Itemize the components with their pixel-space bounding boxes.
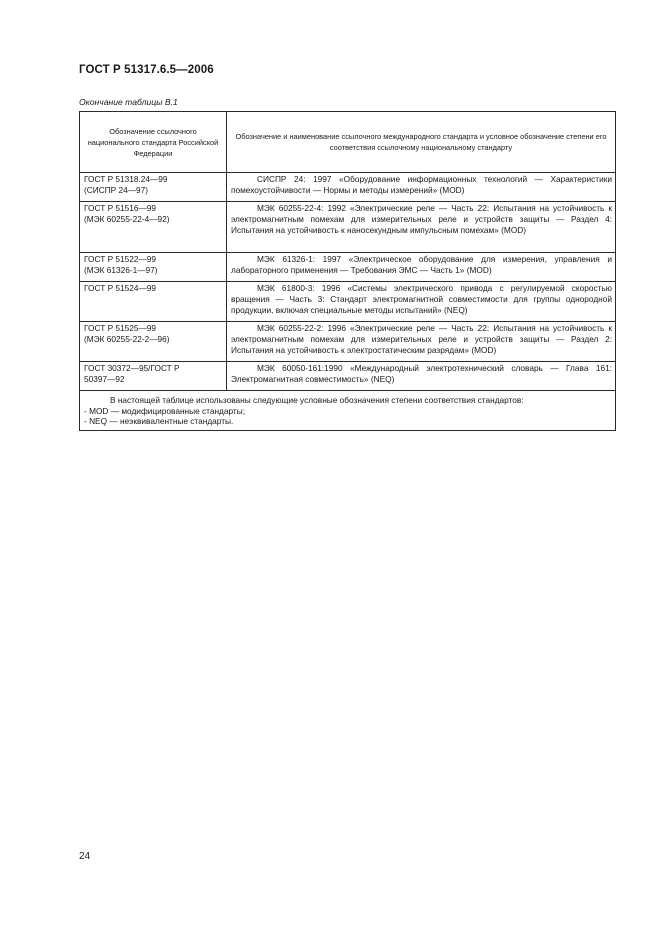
national-standard-cell: ГОСТ 30372—95/ГОСТ Р 50397—92	[80, 362, 227, 391]
table-row	[80, 362, 616, 391]
international-standard-cell: МЭК 60255-22-4: 1992 «Электрические реле — Часть 22: Испытания на устойчивость к электромагнитным помехам для измерительных реле и устройств защиты — Раздел 4: Испытания на устойчивость к наносекундным импульсным помехам» (MOD)	[227, 202, 616, 253]
column-header-international: Обозначение и наименование ссылочного международного стандарта и условное обозначение степени его соответствия ссылочному национальному стандарту	[227, 112, 616, 173]
table-row	[80, 253, 616, 282]
national-standard-cell: ГОСТ Р 51318.24—99 (СИСПР 24—97)	[80, 173, 227, 202]
table-note-row	[80, 391, 616, 431]
table-header-row	[80, 112, 616, 173]
national-standard-cell: ГОСТ Р 51524—99	[80, 282, 227, 322]
national-standard-cell: ГОСТ Р 51516—99 (МЭК 60255-22-4—92)	[80, 202, 227, 253]
document-header: ГОСТ Р 51317.6.5—2006	[79, 64, 214, 76]
international-standard-cell: МЭК 60255-22-2: 1996 «Электрические реле — Часть 22: Испытания на устойчивость к электромагнитным помехам для измерительных реле и устройств защиты — Раздел 2: Испытания на устойчивость к электростатическим разрядам» (MOD)	[227, 322, 616, 362]
table-row	[80, 173, 616, 202]
reference-standards-table	[79, 111, 616, 431]
international-standard-cell: МЭК 60050-161:1990 «Международный электротехнический словарь — Глава 161: Электромагнитная совместимость» (NEQ)	[227, 362, 616, 391]
table-row	[80, 322, 616, 362]
international-standard-cell: МЭК 61800-3: 1996 «Системы электрического привода с регулируемой скоростью вращения — Часть 3: Стандарт электромагнитной совместимости для группы однородной продукции, включая специальные методы испытаний» (NEQ)	[227, 282, 616, 322]
national-standard-cell: ГОСТ Р 51522—99 (МЭК 61326-1—97)	[80, 253, 227, 282]
international-standard-cell: СИСПР 24: 1997 «Оборудование информационных технологий — Характеристики помехоустойчивости — Нормы и методы измерений» (MOD)	[227, 173, 616, 202]
national-standard-cell: ГОСТ Р 51525—99 (МЭК 60255-22-2—96)	[80, 322, 227, 362]
table-note	[80, 391, 616, 431]
table-caption: Окончание таблицы В.1	[79, 97, 178, 107]
page-number: 24	[79, 851, 91, 862]
column-header-national: Обозначение ссылочного национального стандарта Российской Федерации	[80, 112, 227, 173]
international-standard-cell: МЭК 61326-1: 1997 «Электрическое оборудование для измерения, управления и лабораторного применения — Требования ЭМС — Часть 1» (MOD)	[227, 253, 616, 282]
table-row	[80, 202, 616, 253]
note-item-neq: - NEQ — неэквивалентные стандарты.	[84, 416, 234, 426]
note-intro: В настоящей таблице использованы следующие условные обозначения степени соответствия стандартов:	[110, 395, 524, 405]
note-item-mod: - MOD — модифицированные стандарты;	[84, 405, 246, 416]
table-row	[80, 282, 616, 322]
